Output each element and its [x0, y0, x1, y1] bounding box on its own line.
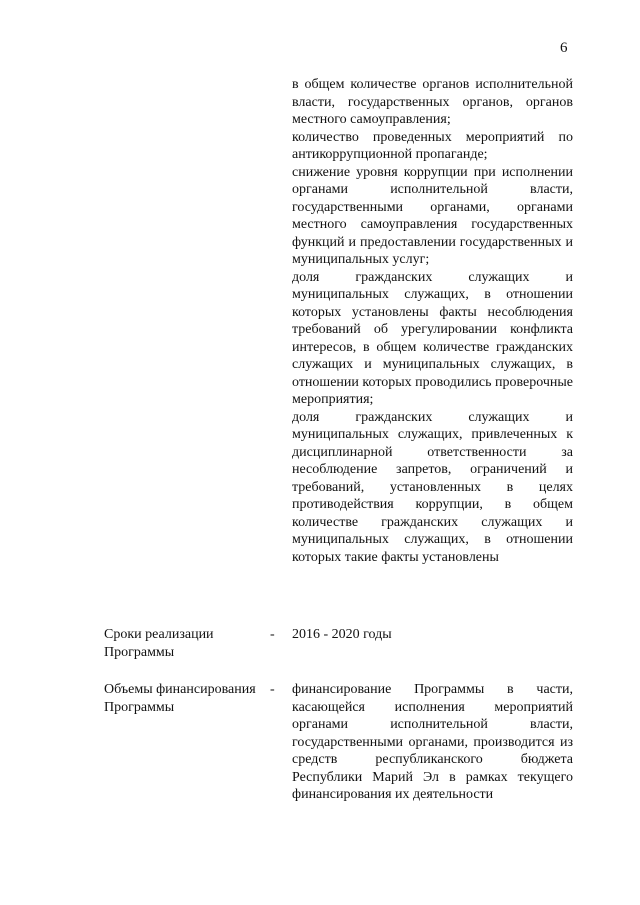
- indicator-item: доля гражданских служащих и муниципальных служащих, в отношении которых установлены факты несоблюдения требований об урегулировании конфликта интересов, в общем количестве гражданских служащих и муниципальных служащих, в отношении которых проводились проверочные мероприятия;: [292, 269, 573, 407]
- period-dash: -: [270, 627, 275, 642]
- period-label-text: Сроки реализации Программы: [104, 627, 214, 660]
- indicator-item: доля гражданских служащих и муниципальных служащих, привлеченных к дисциплинарной ответственности за несоблюдение запретов, ограничений и требований, установленных в целях противодействия коррупции, в общем количестве гражданских служащих и муниципальных служащих, в отношении которых такие факты установлены: [292, 409, 573, 565]
- indicators-list: [292, 76, 573, 566]
- indicator-item: снижение уровня коррупции при исполнении органами исполнительной власти, государственными органами, органами местного самоуправления государственных функций и предоставлении государственных и муниципальных услуг;: [292, 164, 573, 267]
- funding-label: [104, 681, 264, 716]
- page-number: 6: [560, 40, 568, 56]
- funding-label-text: Объемы финансирования Программы: [104, 682, 256, 715]
- funding-dash: -: [270, 682, 275, 697]
- funding-value: [292, 681, 573, 804]
- period-label: [104, 626, 264, 661]
- indicator-item: в общем количестве органов исполнительной власти, государственных органов, органов местного самоуправления;: [292, 77, 573, 127]
- period-value: [292, 626, 573, 644]
- funding-value-text: финансирование Программы в части, касающейся исполнения мероприятий органами исполнительной власти, государственными органами, производится из средств республиканского бюджета Республики Марий Эл в рамках текущего финансирования их деятельности: [292, 682, 573, 802]
- period-value-text: 2016 - 2020 годы: [292, 627, 392, 642]
- indicator-item: количество проведенных мероприятий по антикоррупционной пропаганде;: [292, 129, 573, 162]
